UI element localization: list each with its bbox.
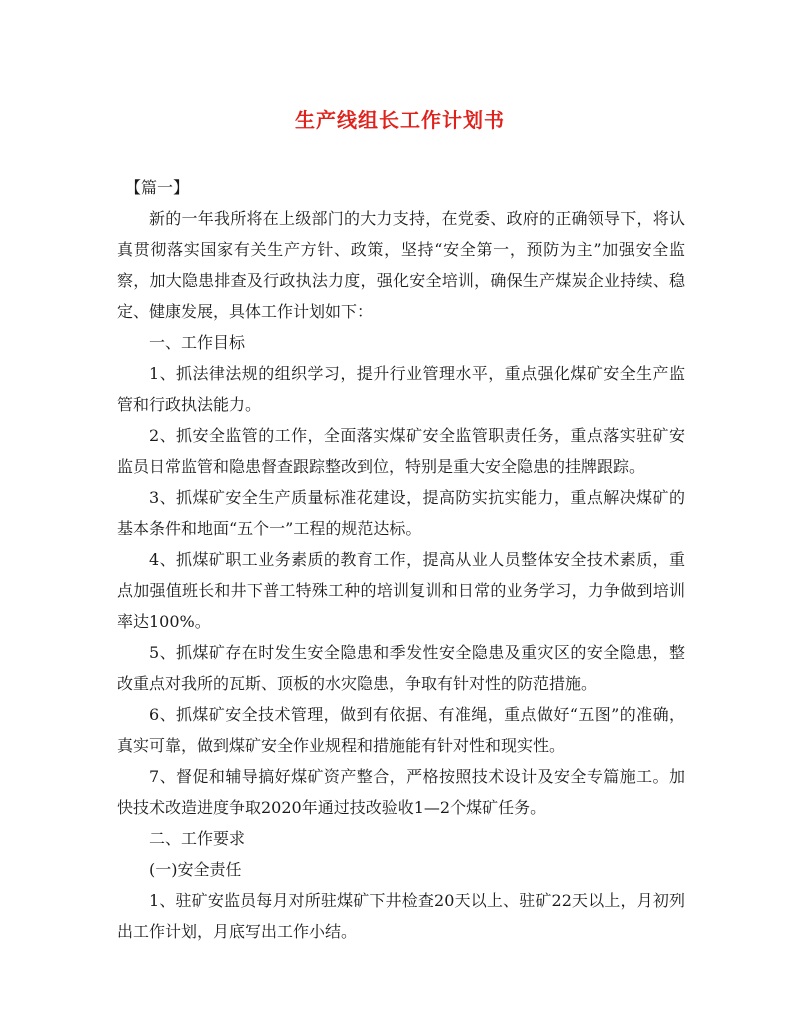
paragraph: 【篇一】: [125, 178, 190, 197]
paragraph: 一、工作目标: [149, 333, 246, 352]
document-title: 生产线组长工作计划书: [295, 108, 505, 132]
paragraph: 2、抓安全监管的工作，全面落实煤矿安全监管职责任务，重点落实驻矿安监员日常监管和隐患督查跟踪整改到位，特别是重大安全隐患的挂牌跟踪。: [117, 426, 685, 476]
paragraph: 二、工作要求: [149, 829, 246, 848]
paragraph: 4、抓煤矿职工业务素质的教育工作，提高从业人员整体安全技术素质，重点加强值班长和井下普工特殊工种的培训复训和日常的业务学习，力争做到培训率达100%。: [117, 550, 685, 631]
paragraph: 6、抓煤矿安全技术管理，做到有依据、有准绳，重点做好“五图”的准确，真实可靠，做到煤矿安全作业规程和措施能有针对性和现实性。: [117, 705, 685, 755]
paragraph: 1、抓法律法规的组织学习，提升行业管理水平，重点强化煤矿安全生产监管和行政执法能力。: [117, 364, 685, 414]
paragraph: 3、抓煤矿安全生产质量标准花建设，提高防实抗实能力，重点解决煤矿的基本条件和地面“五个一”工程的规范达标。: [117, 488, 685, 538]
paragraph: 5、抓煤矿存在时发生安全隐患和季发性安全隐患及重灾区的安全隐患，整改重点对我所的瓦斯、顶板的水灾隐患，争取有针对性的防范措施。: [117, 643, 685, 693]
paragraph: (一)安全责任: [149, 860, 242, 879]
paragraph: 7、督促和辅导搞好煤矿资产整合，严格按照技术设计及安全专篇施工。加快技术改造进度争取2020年通过技改验收1—2个煤矿任务。: [117, 767, 685, 817]
document-body: [117, 172, 685, 947]
paragraph: 新的一年我所将在上级部门的大力支持，在党委、政府的正确领导下，将认真贯彻落实国家有关生产方针、政策，坚持“安全第一，预防为主”加强安全监察，加大隐患排查及行政执法力度，强化安全培训，确保生产煤炭企业持续、稳定、健康发展，具体工作计划如下：: [117, 209, 685, 321]
paragraph: 1、驻矿安监员每月对所驻煤矿下井检查20天以上、驻矿22天以上，月初列出工作计划，月底写出工作小结。: [117, 891, 685, 941]
